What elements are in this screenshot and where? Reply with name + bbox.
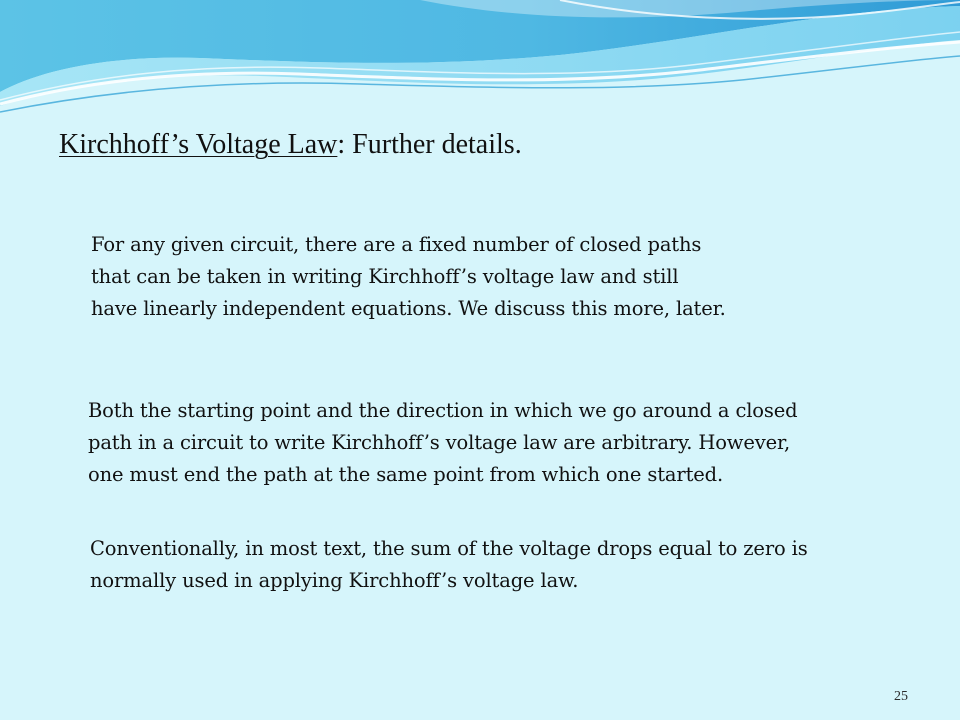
- slide-title-topic: Kirchhoff’s Voltage Law: [59, 129, 338, 160]
- paragraph-line: that can be taken in writing Kirchhoff’s voltage law and still: [91, 265, 679, 288]
- slide-title-rest: : Further details.: [337, 129, 522, 160]
- paragraph-line: For any given circuit, there are a fixed number of closed paths: [91, 233, 702, 256]
- paragraph-line: path in a circuit to write Kirchhoff’s voltage law are arbitrary. However,: [88, 431, 791, 454]
- paragraph-starting-point: [88, 395, 797, 491]
- slide-title: [59, 127, 522, 163]
- paragraph-line: have linearly independent equations. We discuss this more, later.: [91, 297, 726, 320]
- decorative-wave-header: [0, 0, 960, 140]
- paragraph-line: Conventionally, in most text, the sum of the voltage drops equal to zero is: [90, 537, 808, 560]
- paragraph-line: normally used in applying Kirchhoff’s voltage law.: [90, 569, 579, 592]
- paragraph-closed-paths: [91, 229, 726, 325]
- paragraph-conventions: [90, 533, 808, 597]
- paragraph-line: one must end the path at the same point from which one started.: [88, 463, 724, 486]
- page-number: 25: [894, 689, 908, 704]
- paragraph-line: Both the starting point and the direction in which we go around a closed: [88, 399, 798, 422]
